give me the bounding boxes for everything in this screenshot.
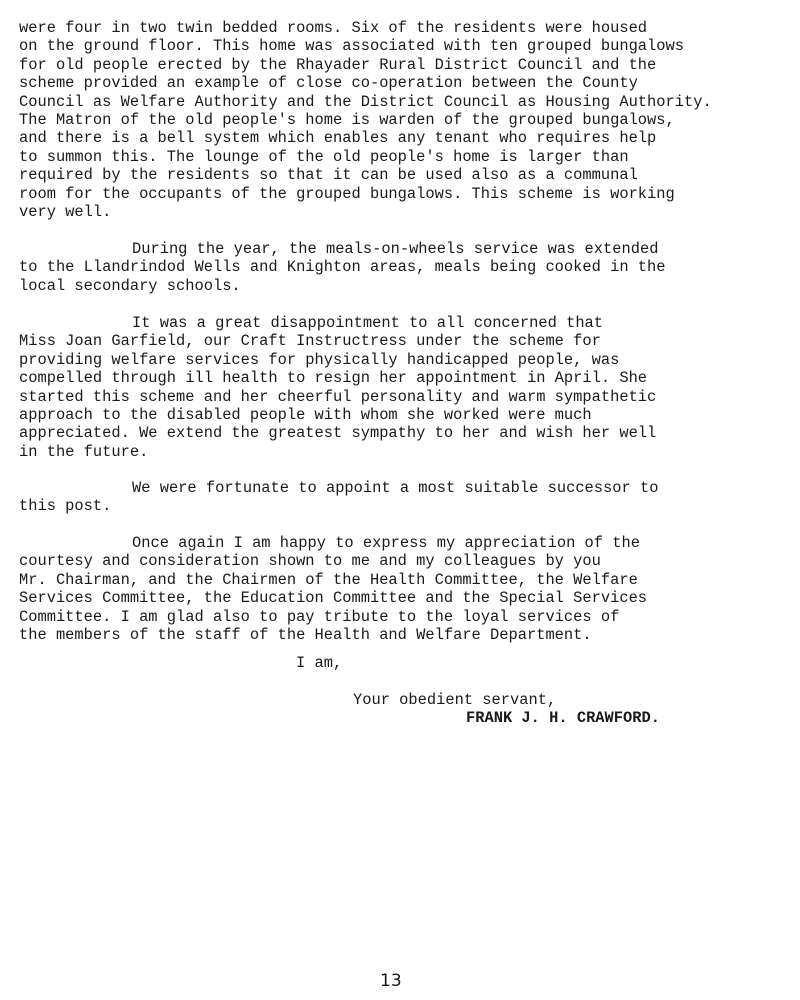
text-line: required by the residents so that it can be used also as a communal — [19, 166, 638, 185]
text-line: We were fortunate to appoint a most suitable successor to — [132, 479, 659, 497]
text-line: Council as Welfare Authority and the District Council as Housing Authority. — [19, 92, 712, 111]
paragraph-3 — [19, 314, 656, 461]
text-line: in the future. — [19, 442, 149, 461]
text-line: compelled through ill health to resign her appointment in April. She — [19, 369, 648, 388]
text-line: Once again I am happy to express my appreciation of the — [132, 534, 640, 552]
signature: FRANK J. H. CRAWFORD. — [466, 709, 660, 727]
text-line: Miss Joan Garfield, our Craft Instructress under the scheme for — [19, 332, 601, 351]
text-line: It was a great disappointment to all concerned that — [132, 314, 604, 332]
paragraph-2 — [19, 240, 666, 295]
paragraph-1 — [19, 19, 712, 221]
text-line: The Matron of the old people's home is warden of the grouped bungalows, — [19, 110, 675, 129]
text-line: were four in two twin bedded rooms. Six of the residents were housed — [19, 19, 648, 37]
text-line: to the Llandrindod Wells and Knighton areas, meals being cooked in the — [19, 258, 666, 277]
text-line: During the year, the meals-on-wheels service was extended — [132, 240, 659, 258]
text-line: for old people erected by the Rhayader Rural District Council and the — [19, 55, 657, 74]
text-line: started this scheme and her cheerful personality and warm sympathetic — [19, 387, 657, 406]
text-line: the members of the staff of the Health and Welfare Department. — [19, 625, 592, 644]
text-line: courtesy and consideration shown to me and my colleagues by you — [19, 552, 601, 571]
text-line: room for the occupants of the grouped bungalows. This scheme is working — [19, 184, 675, 203]
text-line: approach to the disabled people with whom she worked were much — [19, 405, 592, 424]
text-line: on the ground floor. This home was associated with ten grouped bungalows — [19, 37, 684, 56]
text-line: very well. — [19, 202, 112, 221]
text-line: providing welfare services for physically handicapped people, was — [19, 350, 620, 369]
salutation: I am, — [296, 654, 343, 672]
text-line: scheme provided an example of close co-operation between the County — [19, 74, 638, 93]
text-line: and there is a bell system which enables any tenant who requires help — [19, 129, 657, 148]
text-line: to summon this. The lounge of the old people's home is larger than — [19, 147, 629, 166]
text-line: Services Committee, the Education Committee and the Special Services — [19, 589, 648, 608]
text-line: this post. — [19, 497, 112, 516]
text-line: Mr. Chairman, and the Chairmen of the Health Committee, the Welfare — [19, 570, 638, 589]
text-line: appreciated. We extend the greatest sympathy to her and wish her well — [19, 424, 657, 443]
paragraph-5 — [19, 534, 647, 644]
text-line: local secondary schools. — [19, 276, 241, 295]
text-line: Committee. I am glad also to pay tribute to the loyal services of — [19, 607, 620, 626]
valediction: Your obedient servant, — [353, 691, 557, 709]
paragraph-4 — [19, 479, 658, 516]
page-number: 13 — [380, 971, 402, 991]
